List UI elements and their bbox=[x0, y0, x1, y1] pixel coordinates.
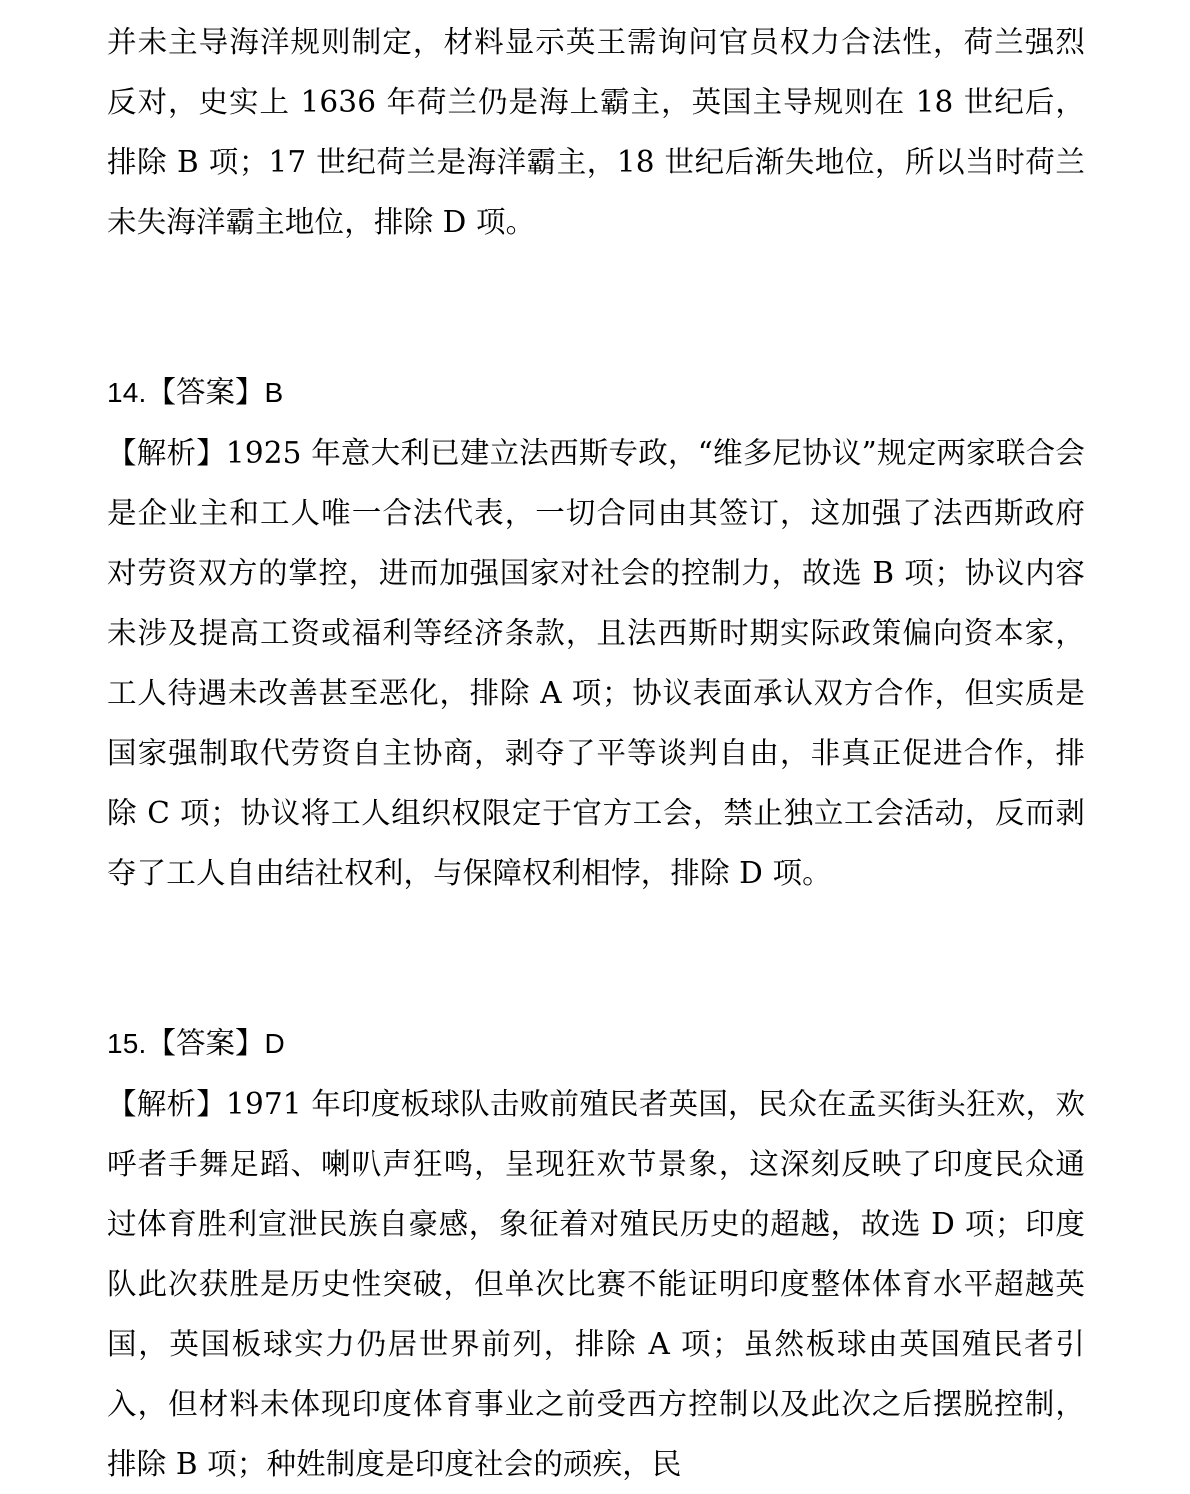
question-number-14: 14. bbox=[107, 377, 147, 408]
answer-block-14 bbox=[107, 362, 1085, 903]
answer-value-14: B bbox=[264, 377, 284, 408]
analysis-paragraph-14 bbox=[107, 423, 1085, 903]
answer-label-15: 【答案】 bbox=[146, 1026, 265, 1060]
continued-analysis-text: 并未主导海洋规则制定，材料显示英王需询问官员权力合法性，荷兰强烈反对，史实上 1636 年荷兰仍是海上霸主，英国主导规则在 18 世纪后，排除 B 项；17 世纪荷兰是海洋霸主，18 世纪后渐失地位，所以当时荷兰未失海洋霸主地位，排除 D 项。 bbox=[107, 25, 1085, 239]
answer-block-15 bbox=[107, 1013, 1085, 1494]
analysis-paragraph-15 bbox=[107, 1074, 1085, 1494]
analysis-label-15: 【解析】 bbox=[107, 1087, 227, 1121]
question-number-15: 15. bbox=[107, 1028, 147, 1059]
answer-heading-15 bbox=[107, 1013, 1085, 1074]
analysis-text-15: 1971 年印度板球队击败前殖民者英国，民众在孟买街头狂欢，欢呼者手舞足蹈、喇叭声狂鸣，呈现狂欢节景象，这深刻反映了印度民众通过体育胜利宣泄民族自豪感，象征着对殖民历史的超越，故选 D 项；印度队此次获胜是历史性突破，但单次比赛不能证明印度整体体育水平超越英国，英国板球实力仍居世界前列，排除 A 项；虽然板球由英国殖民者引入，但材料未体现印度体育事业之前受西方控制以及此次之后摆脱控制，排除 B 项；种姓制度是印度社会的顽疾，民 bbox=[107, 1087, 1085, 1481]
answer-heading-14 bbox=[107, 362, 1085, 423]
answer-value-15: D bbox=[264, 1028, 285, 1059]
answer-label-14: 【答案】 bbox=[146, 375, 265, 409]
continued-analysis-block bbox=[107, 12, 1085, 252]
analysis-label-14: 【解析】 bbox=[107, 436, 226, 470]
analysis-text-14: 1925 年意大利已建立法西斯专政，“维多尼协议”规定两家联合会是企业主和工人唯一合法代表，一切合同由其签订，这加强了法西斯政府对劳资双方的掌控，进而加强国家对社会的控制力，故选 B 项；协议内容未涉及提高工资或福利等经济条款，且法西斯时期实际政策偏向资本家，工人待遇未改善甚至恶化，排除 A 项；协议表面承认双方合作，但实质是国家强制取代劳资自主协商，剥夺了平等谈判自由，非真正促进合作，排除 C 项；协议将工人组织权限定于官方工会，禁止独立工会活动，反而剥夺了工人自由结社权利，与保障权利相悖，排除 D 项。 bbox=[107, 436, 1085, 890]
document-body bbox=[107, 0, 1085, 1494]
